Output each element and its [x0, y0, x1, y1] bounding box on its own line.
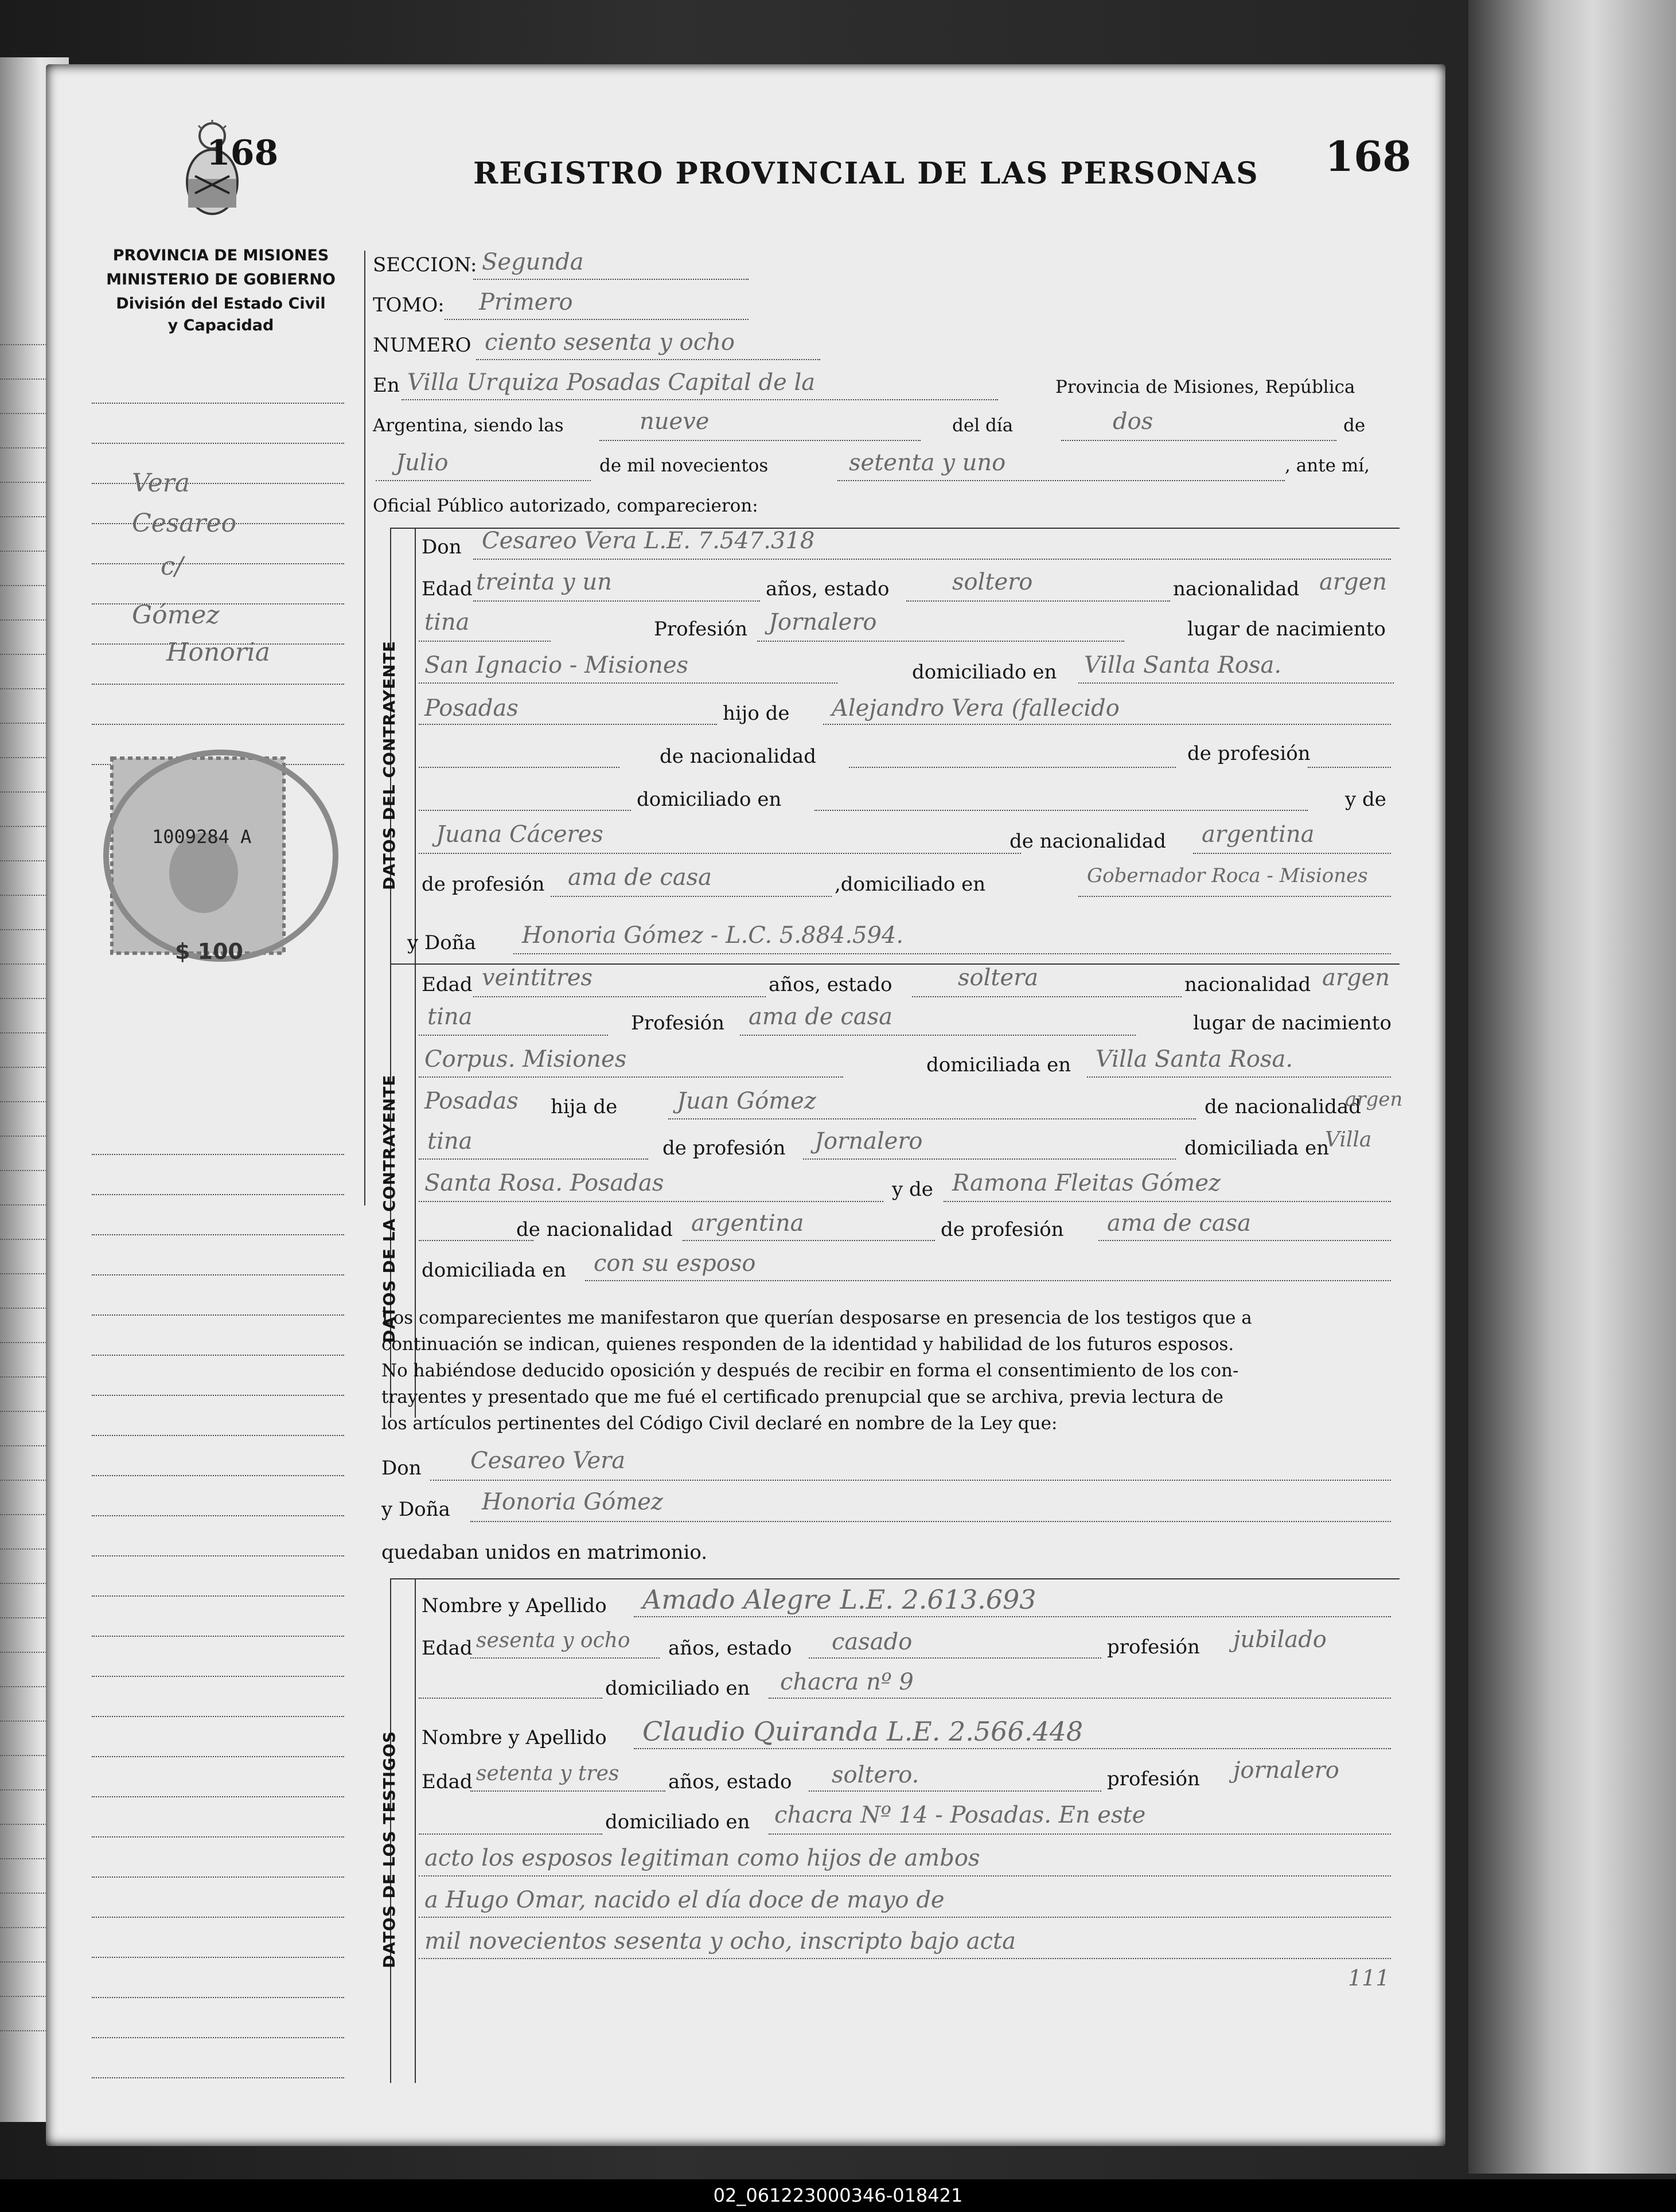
t2-nombre: Claudio Quiranda L.E. 2.566.448 [642, 1716, 1083, 1747]
contrayenta-madre-profesion: ama de casa [1107, 1210, 1251, 1236]
contrayenta-lugar: Corpus. Misiones [424, 1046, 627, 1072]
contrayenta-nacionalidad-b: tina [427, 1004, 473, 1030]
contrayente-lugar: San Ignacio - Misiones [424, 652, 689, 678]
margin-note-2: Cesareo [132, 509, 237, 538]
oficial-text: Oficial Público autorizado, comparecieron: [373, 496, 758, 516]
unidos-text: quedaban unidos en matrimonio. [381, 1541, 708, 1564]
t1-nombre-label: Nombre y Apellido [422, 1594, 607, 1617]
contrayenta-nombre: Honoria Gómez - L.C. 5.884.594. [522, 922, 904, 949]
testigos-section-label: DATOS DE LOS TESTIGOS [380, 1730, 399, 1968]
y-de-label: y de [1345, 788, 1386, 811]
de-profesion2-label: de profesión [422, 873, 545, 896]
domiciliada3-label: domiciliada en [422, 1259, 567, 1282]
seccion-label: SECCION: [373, 253, 477, 276]
c2-de-nacionalidad2-label: de nacionalidad [516, 1218, 673, 1241]
folio-number: 168 [1325, 132, 1412, 181]
contrayenta-profesion: ama de casa [749, 1004, 892, 1030]
contrayente-nacionalidad-a: argen [1319, 569, 1387, 595]
contrayenta-madre: Ramona Fleitas Gómez [952, 1170, 1221, 1196]
header-ministry: MINISTERIO DE GOBIERNO [106, 271, 336, 288]
scan-right-edge [1468, 0, 1676, 2174]
contrayenta-madre-nacionalidad: argentina [691, 1210, 804, 1236]
t2-profesion: jornalero [1233, 1757, 1339, 1784]
nacionalidad-label: nacionalidad [1173, 578, 1300, 600]
page-number: 168 [206, 133, 279, 173]
contrayente-nacionalidad-b: tina [424, 609, 470, 635]
paragraph-line-1: Los comparecientes me manifestaron que querían desposarse en presencia de los testigos que a [381, 1308, 1252, 1328]
domiciliado-label: domiciliado en [912, 661, 1057, 684]
nota-line-3: mil novecientos sesenta y ocho, inscripto bajo acta [424, 1928, 1016, 1954]
mes-value: Julio [396, 450, 449, 476]
hora-value: nueve [640, 408, 710, 435]
t2-domiciliado-label: domiciliado en [605, 1811, 750, 1833]
domiciliada2-label: domiciliada en [1184, 1137, 1330, 1160]
t1-domicilio: chacra nº 9 [780, 1669, 914, 1695]
c2-y-de-label: y de [892, 1178, 933, 1201]
margin-note-1: Vera [132, 469, 190, 498]
c2-lugar-label: lugar de nacimiento [1193, 1012, 1392, 1035]
contrayente-padre: Alejandro Vera (fallecido [832, 695, 1120, 721]
t2-anos-estado-label: años, estado [668, 1770, 792, 1793]
ante-text: , ante mí, [1285, 455, 1370, 476]
t1-edad-label: Edad [422, 1637, 473, 1660]
edad-label: Edad [422, 578, 473, 600]
seccion-value: Segunda [482, 249, 584, 275]
contrayenta-nacionalidad-a: argen [1322, 965, 1390, 991]
domiciliado2-label: domiciliado en [637, 788, 782, 811]
contrayenta-madre-domicilio: con su esposo [594, 1250, 756, 1277]
c2-profesion-label: Profesión [631, 1012, 724, 1035]
nota-line-2: a Hugo Omar, nacido el día doce de mayo de [424, 1887, 945, 1913]
contrayenta-domicilio-b: Posadas [424, 1088, 519, 1114]
tomo-value: Primero [479, 289, 573, 315]
de-label: de [1343, 415, 1366, 436]
decl-don-label: Don [381, 1457, 422, 1480]
margin-note-4: Gómez [132, 600, 220, 630]
contrayenta-estado: soltera [958, 965, 1039, 991]
contrayente-edad: treinta y un [476, 569, 612, 595]
dona-label: y Doña [407, 931, 476, 954]
profesion-label: Profesión [654, 618, 747, 641]
t2-edad-label: Edad [422, 1770, 473, 1793]
domiciliada-label: domiciliada en [926, 1054, 1071, 1076]
de-nacionalidad2-label: de nacionalidad [1010, 830, 1166, 853]
numero-value: ciento sesenta y ocho [485, 329, 735, 356]
header-division: División del Estado Civil [116, 295, 326, 313]
mil-text: de mil novecientos [599, 455, 769, 476]
domiciliado3-label: ,domiciliado en [835, 873, 986, 896]
nota-line-1: acto los esposos legitiman como hijos de ambos [424, 1845, 980, 1871]
contrayenta-padre-profesion: Jornalero [814, 1128, 923, 1154]
t2-nombre-label: Nombre y Apellido [422, 1726, 607, 1749]
hijo-label: hijo de [723, 702, 790, 725]
paragraph-line-2: continuación se indican, quienes responden de la identidad y habilidad de los futuros esposos. [381, 1334, 1234, 1355]
contrayente-domicilio-a: Villa Santa Rosa. [1084, 652, 1282, 678]
c2-nacionalidad-label: nacionalidad [1184, 973, 1311, 996]
anio-value: setenta y uno [849, 450, 1006, 476]
tomo-label: TOMO: [373, 294, 445, 317]
de-nacionalidad-label: de nacionalidad [660, 745, 816, 768]
header-capacity: y Capacidad [167, 317, 274, 334]
en-value: Villa Urquiza Posadas Capital de la [407, 369, 816, 396]
contrayente-profesion: Jornalero [769, 609, 877, 635]
contrayenta-section-label: DATOS DE LA CONTRAYENTE [380, 1074, 399, 1343]
t2-estado: soltero. [832, 1762, 919, 1788]
c2-edad-label: Edad [422, 973, 473, 996]
c2-de-nacionalidad-label: de nacionalidad [1205, 1095, 1361, 1118]
paragraph-line-4: trayentes y presentado que me fué el certificado prenupcial que se archiva, previa lectura de [381, 1387, 1224, 1407]
contrayente-section-label: DATOS DEL CONTRAYENTE [380, 640, 399, 890]
contrayente-nombre: Cesareo Vera L.E. 7.547.318 [482, 528, 815, 554]
contrayente-madre-nacionalidad: argentina [1202, 821, 1315, 848]
t1-profesion: jubilado [1233, 1626, 1327, 1653]
decl-dona-value: Honoria Gómez [482, 1489, 663, 1515]
don-label: Don [422, 536, 462, 559]
dia-value: dos [1113, 408, 1153, 435]
contrayenta-padre: Juan Gómez [677, 1088, 816, 1114]
margin-note-3: c/ [161, 552, 184, 581]
de-profesion-label: de profesión [1187, 742, 1311, 765]
stamp-serial: 1009284 A [152, 826, 252, 848]
contrayenta-padre-domicilio-b: Santa Rosa. Posadas [424, 1170, 664, 1196]
header-province: PROVINCIA DE MISIONES [112, 247, 329, 264]
c2-de-profesion2-label: de profesión [941, 1218, 1064, 1241]
contrayente-estado: soltero [952, 569, 1033, 595]
t1-estado: casado [832, 1629, 913, 1655]
margin-note-5: Honoria [166, 638, 271, 667]
contrayente-madre-profesion: ama de casa [568, 864, 712, 891]
t1-profesion-label: profesión [1107, 1636, 1200, 1659]
contrayenta-domicilio-a: Villa Santa Rosa. [1096, 1046, 1293, 1072]
contrayente-domicilio-b: Posadas [424, 695, 519, 721]
nota-line-4: 111 [1348, 1965, 1390, 1991]
argentina-text: Argentina, siendo las [373, 415, 564, 436]
scan-footer-id: 02_061223000346-018421 [0, 2179, 1676, 2212]
paragraph-line-5: los artículos pertinentes del Código Civil declaré en nombre de la Ley que: [381, 1413, 1058, 1434]
contrayenta-padre-nacionalidad-b: tina [427, 1128, 473, 1154]
t1-anos-estado-label: años, estado [668, 1637, 792, 1660]
decl-don-value: Cesareo Vera [470, 1448, 626, 1474]
anos-estado-label: años, estado [766, 578, 890, 600]
t1-domiciliado-label: domiciliado en [605, 1677, 750, 1700]
decl-dona-label: y Doña [381, 1498, 450, 1521]
paragraph-line-3: No habiéndose deducido oposición y después de recibir en forma el consentimiento de los con- [381, 1360, 1239, 1381]
page-title: REGISTRO PROVINCIAL DE LAS PERSONAS [473, 156, 1259, 191]
provincia-text: Provincia de Misiones, República [1055, 377, 1355, 397]
c2-anos-estado-label: años, estado [769, 973, 892, 996]
t2-edad: setenta y tres [476, 1762, 619, 1785]
t1-nombre: Amado Alegre L.E. 2.613.693 [642, 1584, 1036, 1615]
contrayenta-edad: veintitres [482, 965, 593, 991]
contrayenta-padre-domicilio-a: Villa [1325, 1128, 1372, 1152]
hija-label: hija de [551, 1095, 618, 1118]
contrayenta-padre-nacionalidad-a: argen [1345, 1088, 1403, 1111]
t1-edad: sesenta y ocho [476, 1629, 630, 1652]
en-label: En [373, 374, 400, 397]
c2-de-profesion-label: de profesión [662, 1137, 786, 1160]
lugar-label: lugar de nacimiento [1187, 618, 1386, 641]
t2-profesion-label: profesión [1107, 1768, 1200, 1790]
contrayente-madre-domicilio: Gobernador Roca - Misiones [1087, 864, 1368, 887]
numero-label: NUMERO [373, 334, 471, 357]
contrayente-madre: Juana Cáceres [436, 821, 603, 848]
registry-page [46, 64, 1445, 2146]
t2-domicilio: chacra Nº 14 - Posadas. En este [774, 1802, 1146, 1828]
del-dia-label: del día [952, 415, 1014, 436]
stamp-value: $ 100 [175, 939, 243, 964]
revenue-stamp [100, 747, 341, 976]
